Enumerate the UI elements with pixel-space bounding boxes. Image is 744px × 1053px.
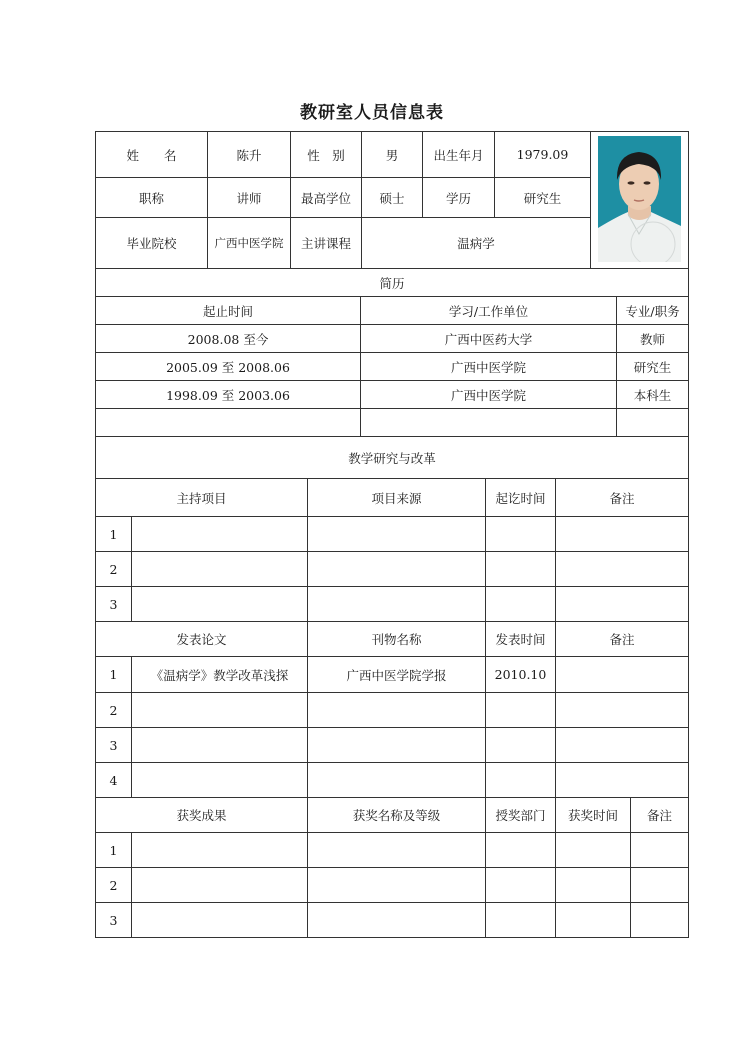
school-label: 毕业院校 — [95, 217, 208, 269]
research-cell — [555, 586, 689, 622]
row-number: 1 — [95, 656, 132, 693]
research-cell — [131, 586, 308, 622]
research-cell — [485, 551, 556, 587]
resume-cell: 研究生 — [616, 352, 689, 381]
birth-label: 出生年月 — [422, 131, 495, 178]
birth-value: 1979.09 — [494, 131, 591, 178]
award-cell — [307, 902, 486, 938]
degree-value: 硕士 — [361, 177, 423, 218]
awards-column-header: 授奖部门 — [485, 797, 556, 833]
row-number: 3 — [95, 586, 132, 622]
row-number: 2 — [95, 867, 132, 903]
portrait-photo — [598, 136, 681, 262]
research-column-header: 备注 — [555, 478, 689, 517]
research-cell — [555, 551, 689, 587]
gender-value: 男 — [361, 131, 423, 178]
awards-column-header: 获奖成果 — [95, 797, 308, 833]
paper-cell — [307, 692, 486, 728]
research-cell — [131, 516, 308, 552]
award-cell — [630, 832, 689, 868]
resume-column-header: 专业/职务 — [616, 296, 689, 325]
papers-column-header: 发表论文 — [95, 621, 308, 657]
award-cell — [555, 902, 631, 938]
row-number: 4 — [95, 762, 132, 798]
award-cell — [485, 832, 556, 868]
resume-heading: 简历 — [95, 268, 689, 297]
resume-cell: 教师 — [616, 324, 689, 353]
name-label: 姓 名 — [95, 131, 208, 178]
award-cell — [131, 832, 308, 868]
school-value: 广西中医学院 — [207, 217, 291, 269]
paper-title-cell — [131, 727, 308, 763]
course-value: 温病学 — [361, 217, 591, 269]
portrait-image — [598, 136, 681, 262]
paper-title-cell: 《温病学》教学改革浅探 — [131, 656, 308, 693]
papers-column-header: 刊物名称 — [307, 621, 486, 657]
title-value: 讲师 — [207, 177, 291, 218]
papers-column-header: 发表时间 — [485, 621, 556, 657]
awards-column-header: 备注 — [630, 797, 689, 833]
paper-cell — [555, 656, 689, 693]
paper-cell: 广西中医学院学报 — [307, 656, 486, 693]
paper-cell — [485, 762, 556, 798]
name-value: 陈升 — [207, 131, 291, 178]
document-title: 教研室人员信息表 — [300, 103, 444, 123]
research-cell — [485, 516, 556, 552]
paper-cell — [485, 692, 556, 728]
paper-cell — [307, 762, 486, 798]
research-column-header: 起讫时间 — [485, 478, 556, 517]
resume-cell — [95, 408, 361, 437]
resume-cell — [616, 408, 689, 437]
resume-column-header: 学习/工作单位 — [360, 296, 617, 325]
paper-title-cell — [131, 762, 308, 798]
row-number: 1 — [95, 516, 132, 552]
award-cell — [555, 832, 631, 868]
resume-column-header: 起止时间 — [95, 296, 361, 325]
paper-cell — [555, 692, 689, 728]
paper-title-cell — [131, 692, 308, 728]
award-cell — [307, 867, 486, 903]
paper-cell: 2010.10 — [485, 656, 556, 693]
research-column-header: 项目来源 — [307, 478, 486, 517]
research-column-header: 主持项目 — [95, 478, 308, 517]
award-cell — [131, 867, 308, 903]
resume-cell: 2005.09 至 2008.06 — [95, 352, 361, 381]
course-label: 主讲课程 — [290, 217, 362, 269]
research-cell — [555, 516, 689, 552]
degree-label: 最高学位 — [290, 177, 362, 218]
awards-column-header: 获奖名称及等级 — [307, 797, 486, 833]
research-cell — [307, 551, 486, 587]
awards-column-header: 获奖时间 — [555, 797, 631, 833]
education-label: 学历 — [422, 177, 495, 218]
resume-cell: 本科生 — [616, 380, 689, 409]
resume-cell: 2008.08 至今 — [95, 324, 361, 353]
row-number: 2 — [95, 551, 132, 587]
paper-cell — [485, 727, 556, 763]
research-cell — [131, 551, 308, 587]
education-value: 研究生 — [494, 177, 591, 218]
gender-label: 性 别 — [290, 131, 362, 178]
title-label: 职称 — [95, 177, 208, 218]
paper-cell — [555, 762, 689, 798]
award-cell — [131, 902, 308, 938]
paper-cell — [307, 727, 486, 763]
paper-cell — [555, 727, 689, 763]
research-cell — [307, 586, 486, 622]
papers-column-header: 备注 — [555, 621, 689, 657]
research-heading: 教学研究与改革 — [95, 436, 689, 479]
award-cell — [630, 867, 689, 903]
award-cell — [555, 867, 631, 903]
research-cell — [307, 516, 486, 552]
award-cell — [485, 902, 556, 938]
resume-cell: 1998.09 至 2003.06 — [95, 380, 361, 409]
research-cell — [485, 586, 556, 622]
award-cell — [485, 867, 556, 903]
resume-cell: 广西中医学院 — [360, 380, 617, 409]
row-number: 1 — [95, 832, 132, 868]
resume-cell: 广西中医学院 — [360, 352, 617, 381]
row-number: 2 — [95, 692, 132, 728]
resume-cell — [360, 408, 617, 437]
row-number: 3 — [95, 902, 132, 938]
resume-cell: 广西中医药大学 — [360, 324, 617, 353]
award-cell — [630, 902, 689, 938]
row-number: 3 — [95, 727, 132, 763]
award-cell — [307, 832, 486, 868]
